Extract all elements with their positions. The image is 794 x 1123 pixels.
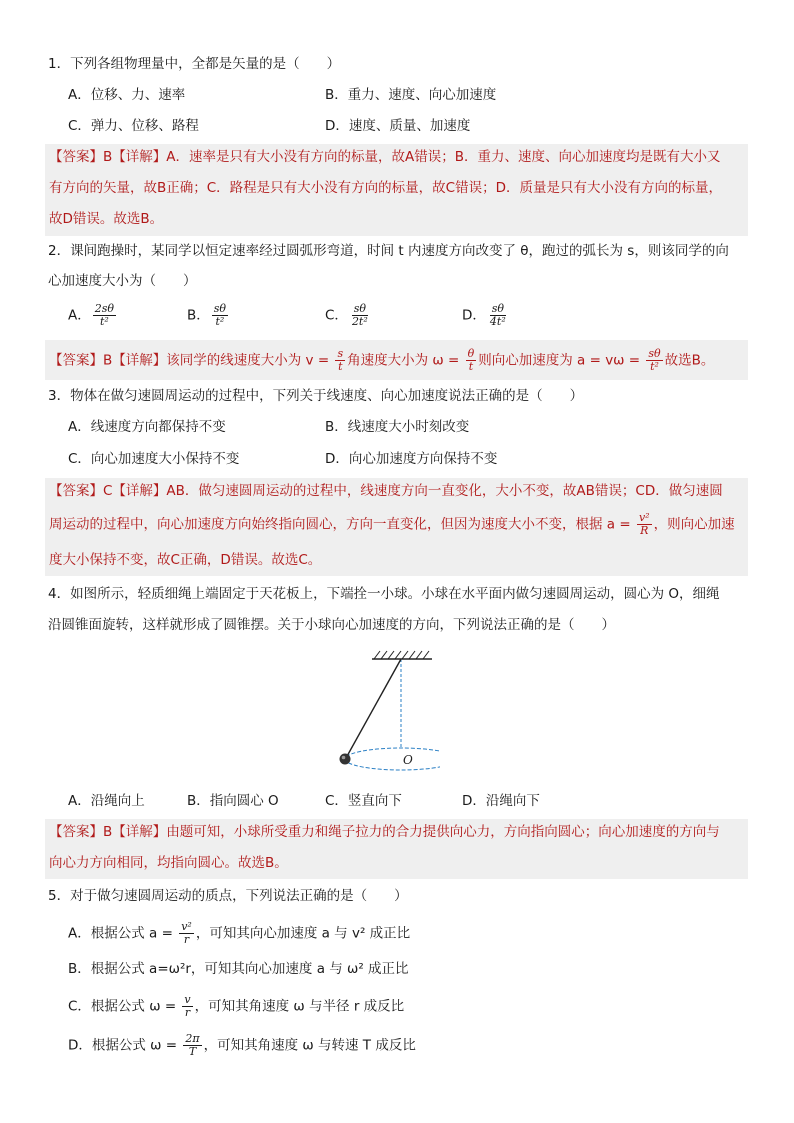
q4-stem-line-1: 4．如图所示，轻质细绳上端固定于天花板上，下端拴一小球。小球在水平面内做匀速圆周运动，圆心为 O，细绳 xyxy=(48,586,720,602)
q2-stem-line-2: 心加速度大小为（ ） xyxy=(48,273,197,289)
q4-answer-line-2: 向心力方向相同，均指向圆心。故选B。 xyxy=(49,855,288,871)
q3-stem: 3．物体在做匀速圆周运动的过程中，下列关于线速度、向心加速度说法正确的是（ ） xyxy=(48,388,584,404)
q4-answer-box xyxy=(45,819,748,879)
q4-option-b: B．指向圆心 O xyxy=(187,793,279,809)
q2-option-b: B． $\frac{s\theta}{\text{t²}}$ xyxy=(187,302,227,328)
q4-answer-line-1: 【答案】B【详解】由题可知，小球所受重力和绳子拉力的合力提供向心力，方向指向圆心；向心加速度的方向与 xyxy=(49,824,720,840)
q1-stem: 1．下列各组物理量中，全都是矢量的是（ ） xyxy=(48,56,341,72)
q5-option-c: C．根据公式 ω = $\frac{v}{r}$ ，可知其角速度 ω 与半径 r 成反比 xyxy=(68,993,405,1019)
q3-option-d: D．向心加速度方向保持不变 xyxy=(325,451,498,467)
q1-option-b: B．重力、速度、向心加速度 xyxy=(325,87,497,103)
ceiling-hatch xyxy=(374,651,429,659)
q1-answer-box xyxy=(45,144,748,236)
q4-option-d: D．沿绳向下 xyxy=(462,793,540,809)
q3-option-a: A．线速度方向都保持不变 xyxy=(68,419,226,435)
q2-stem-line-1: 2．课间跑操时，某同学以恒定速率经过圆弧形弯道，时间 t 内速度方向改变了 θ，跑过的弧长为 s，则该同学的向 xyxy=(48,243,729,259)
q1-answer-line-2: 有方向的矢量，故B正确；C．路程是只有大小没有方向的标量，故C错误；D．质量是只有大小没有方向的标量， xyxy=(49,180,723,196)
q2-answer-box xyxy=(45,340,748,380)
q3-option-b: B．线速度大小时刻改变 xyxy=(325,419,470,435)
q1-option-c: C．弹力、位移、路程 xyxy=(68,118,199,134)
q2-option-d: D． $\frac{s\theta}{\text{4t²}}$ xyxy=(462,302,506,328)
q1-option-a: A．位移、力、速率 xyxy=(68,87,186,103)
ball xyxy=(340,754,351,765)
q1-answer-line-3: 故D错误。故选B。 xyxy=(49,211,164,227)
q1-answer-line-1: 【答案】B【详解】A．速率是只有大小没有方向的标量，故A错误；B．重力、速度、向心加速度均是既有大小又 xyxy=(49,149,721,165)
q5-stem: 5．对于做匀速圆周运动的质点，下列说法正确的是（ ） xyxy=(48,888,408,904)
q2-answer-line: 【答案】B【详解】该同学的线速度大小为 v = $\frac{s}{t}$ 角速度大小为 ω = $\frac{\theta}{t}$ 则向心加速度为 a = vω = $\frac{s\theta}{\text{t²}}$ 故选B。 xyxy=(49,347,715,373)
q5-option-a: A．根据公式 a = $\frac{\text{v²}}{r}$ ，可知其向心加速度 a 与 v² 成正比 xyxy=(68,920,411,946)
q4-option-a: A．沿绳向上 xyxy=(68,793,145,809)
q3-option-c: C．向心加速度大小保持不变 xyxy=(68,451,240,467)
conical-pendulum-figure xyxy=(330,645,440,775)
q2-option-a: A． $\frac{2s\theta}{\text{t²}}$ xyxy=(68,302,115,328)
string-line xyxy=(346,659,401,758)
q5-option-b: B．根据公式 a=ω²r，可知其向心加速度 a 与 ω² 成正比 xyxy=(68,961,409,977)
q4-option-c: C．竖直向下 xyxy=(325,793,402,809)
q2-option-c: C． $\frac{s\theta}{\text{2t²}}$ xyxy=(325,302,368,328)
q3-answer-line-3: 度大小保持不变，故C正确，D错误。故选C。 xyxy=(49,552,322,568)
q1-option-d: D．速度、质量、加速度 xyxy=(325,118,471,134)
center-label-o: O xyxy=(403,753,413,767)
circular-path-dashed xyxy=(345,748,440,770)
q5-option-d: D．根据公式 ω = $\frac{2\pi}{T}$ ，可知其角速度 ω 与转速 T 成反比 xyxy=(68,1032,416,1058)
q3-answer-line-1: 【答案】C【详解】AB．做匀速圆周运动的过程中，线速度方向一直变化，大小不变，故AB错误；CD．做匀速圆 xyxy=(49,483,723,499)
q3-answer-box xyxy=(45,478,748,576)
q3-answer-line-2: 周运动的过程中，向心加速度方向始终指向圆心，方向一直变化，但因为速度大小不变，根据 a = $\frac{\text{v²}}{R}$ ，则向心加速 xyxy=(49,511,735,537)
q4-stem-line-2: 沿圆锥面旋转，这样就形成了圆锥摆。关于小球向心加速度的方向，下列说法正确的是（ ） xyxy=(48,617,615,633)
